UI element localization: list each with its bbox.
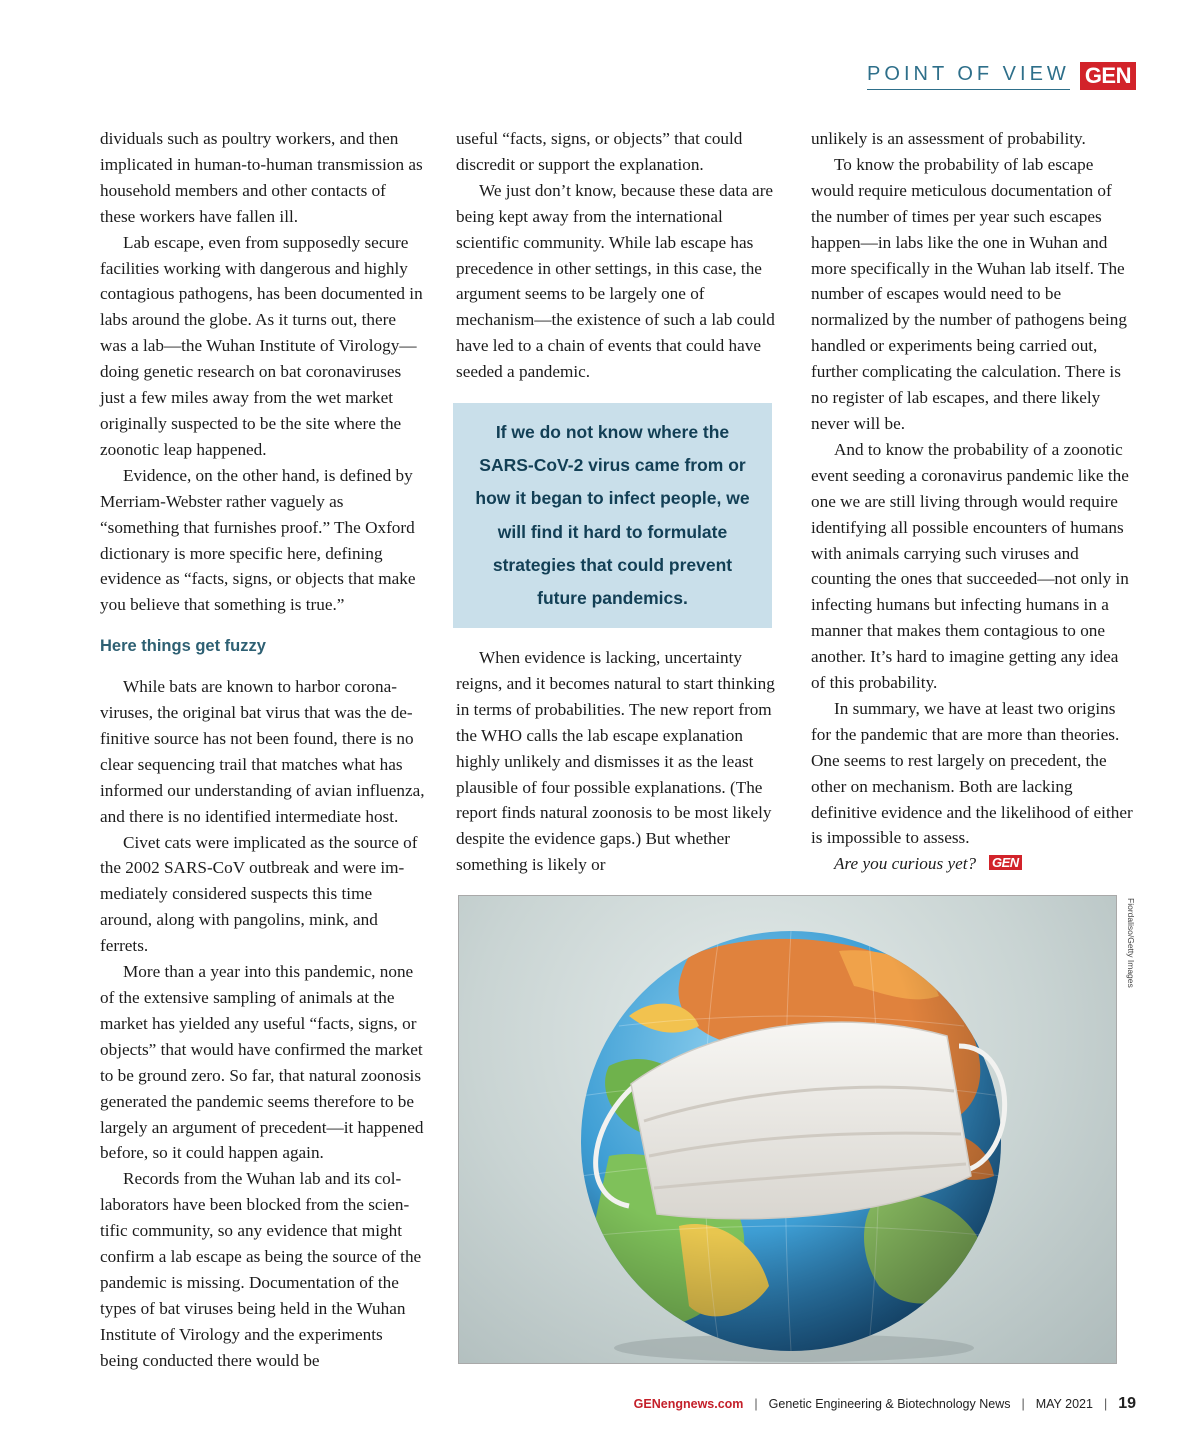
paragraph: unlikely is an assessment of probability. xyxy=(811,129,1086,148)
paragraph: In summary, we have at least two origins for the pandemic that are more than theories. One seems to rest largely on precedent, the other on mechanism. Both are lacking definitive evidence and the likelihood of either is impossible to assess. xyxy=(811,698,1133,848)
column-2-bottom xyxy=(456,645,781,878)
paragraph: And to know the probability of a zoonotic event seeding a coronavirus pandemic like the one we are still living through would require identifying all possible encounters of humans with animals carrying such viruses and counting the ones that succeeded—not only in infecting humans but infecting humans in a manner that makes them contagious to one another. It’s hard to imagine getting any idea of this probability. xyxy=(811,439,1129,693)
section-title: POINT OF VIEW xyxy=(867,63,1070,90)
end-mark-logo: GEN xyxy=(989,855,1022,870)
paragraph: When evidence is lacking, uncertainty reigns, and it becomes natural to start thinking in terms of probabilities. The new report from the WHO calls the lab escape explanation highly unlikely and dismisses it as the least plausible of four possible explanations. (The report finds natural zoonosis to be most likely despite the evidence gaps.) But whether something is likely or xyxy=(456,648,775,875)
footer-publication: Genetic Engineering & Biotechnology News xyxy=(768,1397,1011,1411)
footer-divider: | xyxy=(754,1397,758,1411)
paragraph: Civet cats were implicated as the source of the 2002 SARS-CoV outbreak and were immediately considered suspects this time around, along with pangolins, mink, and ferrets. xyxy=(100,832,418,956)
footer-issue: MAY 2021 xyxy=(1035,1397,1093,1411)
globe-mask-photo xyxy=(458,895,1117,1364)
footer-site-link[interactable]: GENengnews.com xyxy=(633,1397,744,1411)
footer-divider: | xyxy=(1021,1397,1025,1411)
paragraph: Lab escape, even from supposedly secure facilities working with dangerous and highly contagious pathogens, has been documented in labs around the globe. As it turns out, there was a lab—the Wuhan Institute of Virology—doing genetic research on bat coronaviruses just a few miles away from the wet market originally suspected to be the site where the zoonotic leap happened. xyxy=(100,232,423,459)
paragraph: useful “facts, signs, or objects” that could discredit or support the explanation. xyxy=(456,129,743,174)
photo-credit: Fiordaliso/Getty Images xyxy=(1126,898,1136,988)
paragraph: While bats are known to harbor coronaviruses, the original bat virus that was the definitive source has not been found, there is no clear sequencing trail that matches what has informed our understanding of avian influenza, and there is no identified intermediate host. xyxy=(100,677,425,826)
paragraph: Records from the Wuhan lab and its collaborators have been blocked from the scientific community, so any evidence that might confirm a lab escape as being the source of the pandemic is missing. Documentation of the types of bat viruses being held in the Wuhan Institute of Virology and the experiments being conducted there would be xyxy=(100,1169,422,1370)
paragraph: Evidence, on the other hand, is defined by Merriam-Webster rather vaguely as “something that furnishes proof.” The Oxford dictionary is more specific here, defining evidence as “facts, signs, or objects that make you believe that something is true.” xyxy=(100,465,416,615)
closing-line xyxy=(811,851,1136,877)
page-number: 19 xyxy=(1118,1395,1136,1412)
gen-logo: GEN xyxy=(1080,62,1136,90)
paragraph: We just don’t know, because these data are being kept away from the international scientific community. While lab escape has precedence in other settings, in this case, the argument seems to be largely one of mechanism—the existence of such a lab could have led to a chain of events that could have seeded a pandemic. xyxy=(456,180,775,382)
closing-text: Are you curious yet? xyxy=(834,854,977,874)
column-1 xyxy=(100,126,425,1374)
globe-with-mask-illustration xyxy=(459,896,1116,1363)
footer-divider: | xyxy=(1103,1397,1108,1411)
pull-quote-text: If we do not know where the SARS-CoV-2 virus came from or how it began to infect people, we will find it hard to formulate strategies that could prevent future pandemics. xyxy=(475,421,750,609)
section-header xyxy=(867,62,1136,90)
paragraph: More than a year into this pandemic, none of the extensive sampling of animals at the market has yielded any useful “facts, signs, or objects” that would have confirmed the market to be ground zero. So far, that natural zoonosis generated the pandemic seems therefore to be largely an argument of precedent—it happened before, so it could happen again. xyxy=(100,962,424,1163)
column-2-top xyxy=(456,126,781,385)
subheading: Here things get fuzzy xyxy=(100,637,266,656)
page-footer xyxy=(634,1395,1136,1413)
pull-quote xyxy=(453,403,772,628)
paragraph: dividuals such as poultry workers, and then implicated in human-to-human transmission as household members and other contacts of these workers have fallen ill. xyxy=(100,129,423,226)
paragraph: To know the probability of lab escape would require meticulous documentation of the number of times per year such escapes happen—in labs like the one in Wuhan and more specifically in the Wuhan lab itself. The number of escapes would need to be normalized by the number of pathogens being handled or experiments being carried out, further complicating the calculation. There is no register of lab escapes, and there likely never will be. xyxy=(811,154,1127,433)
column-3 xyxy=(811,126,1136,877)
